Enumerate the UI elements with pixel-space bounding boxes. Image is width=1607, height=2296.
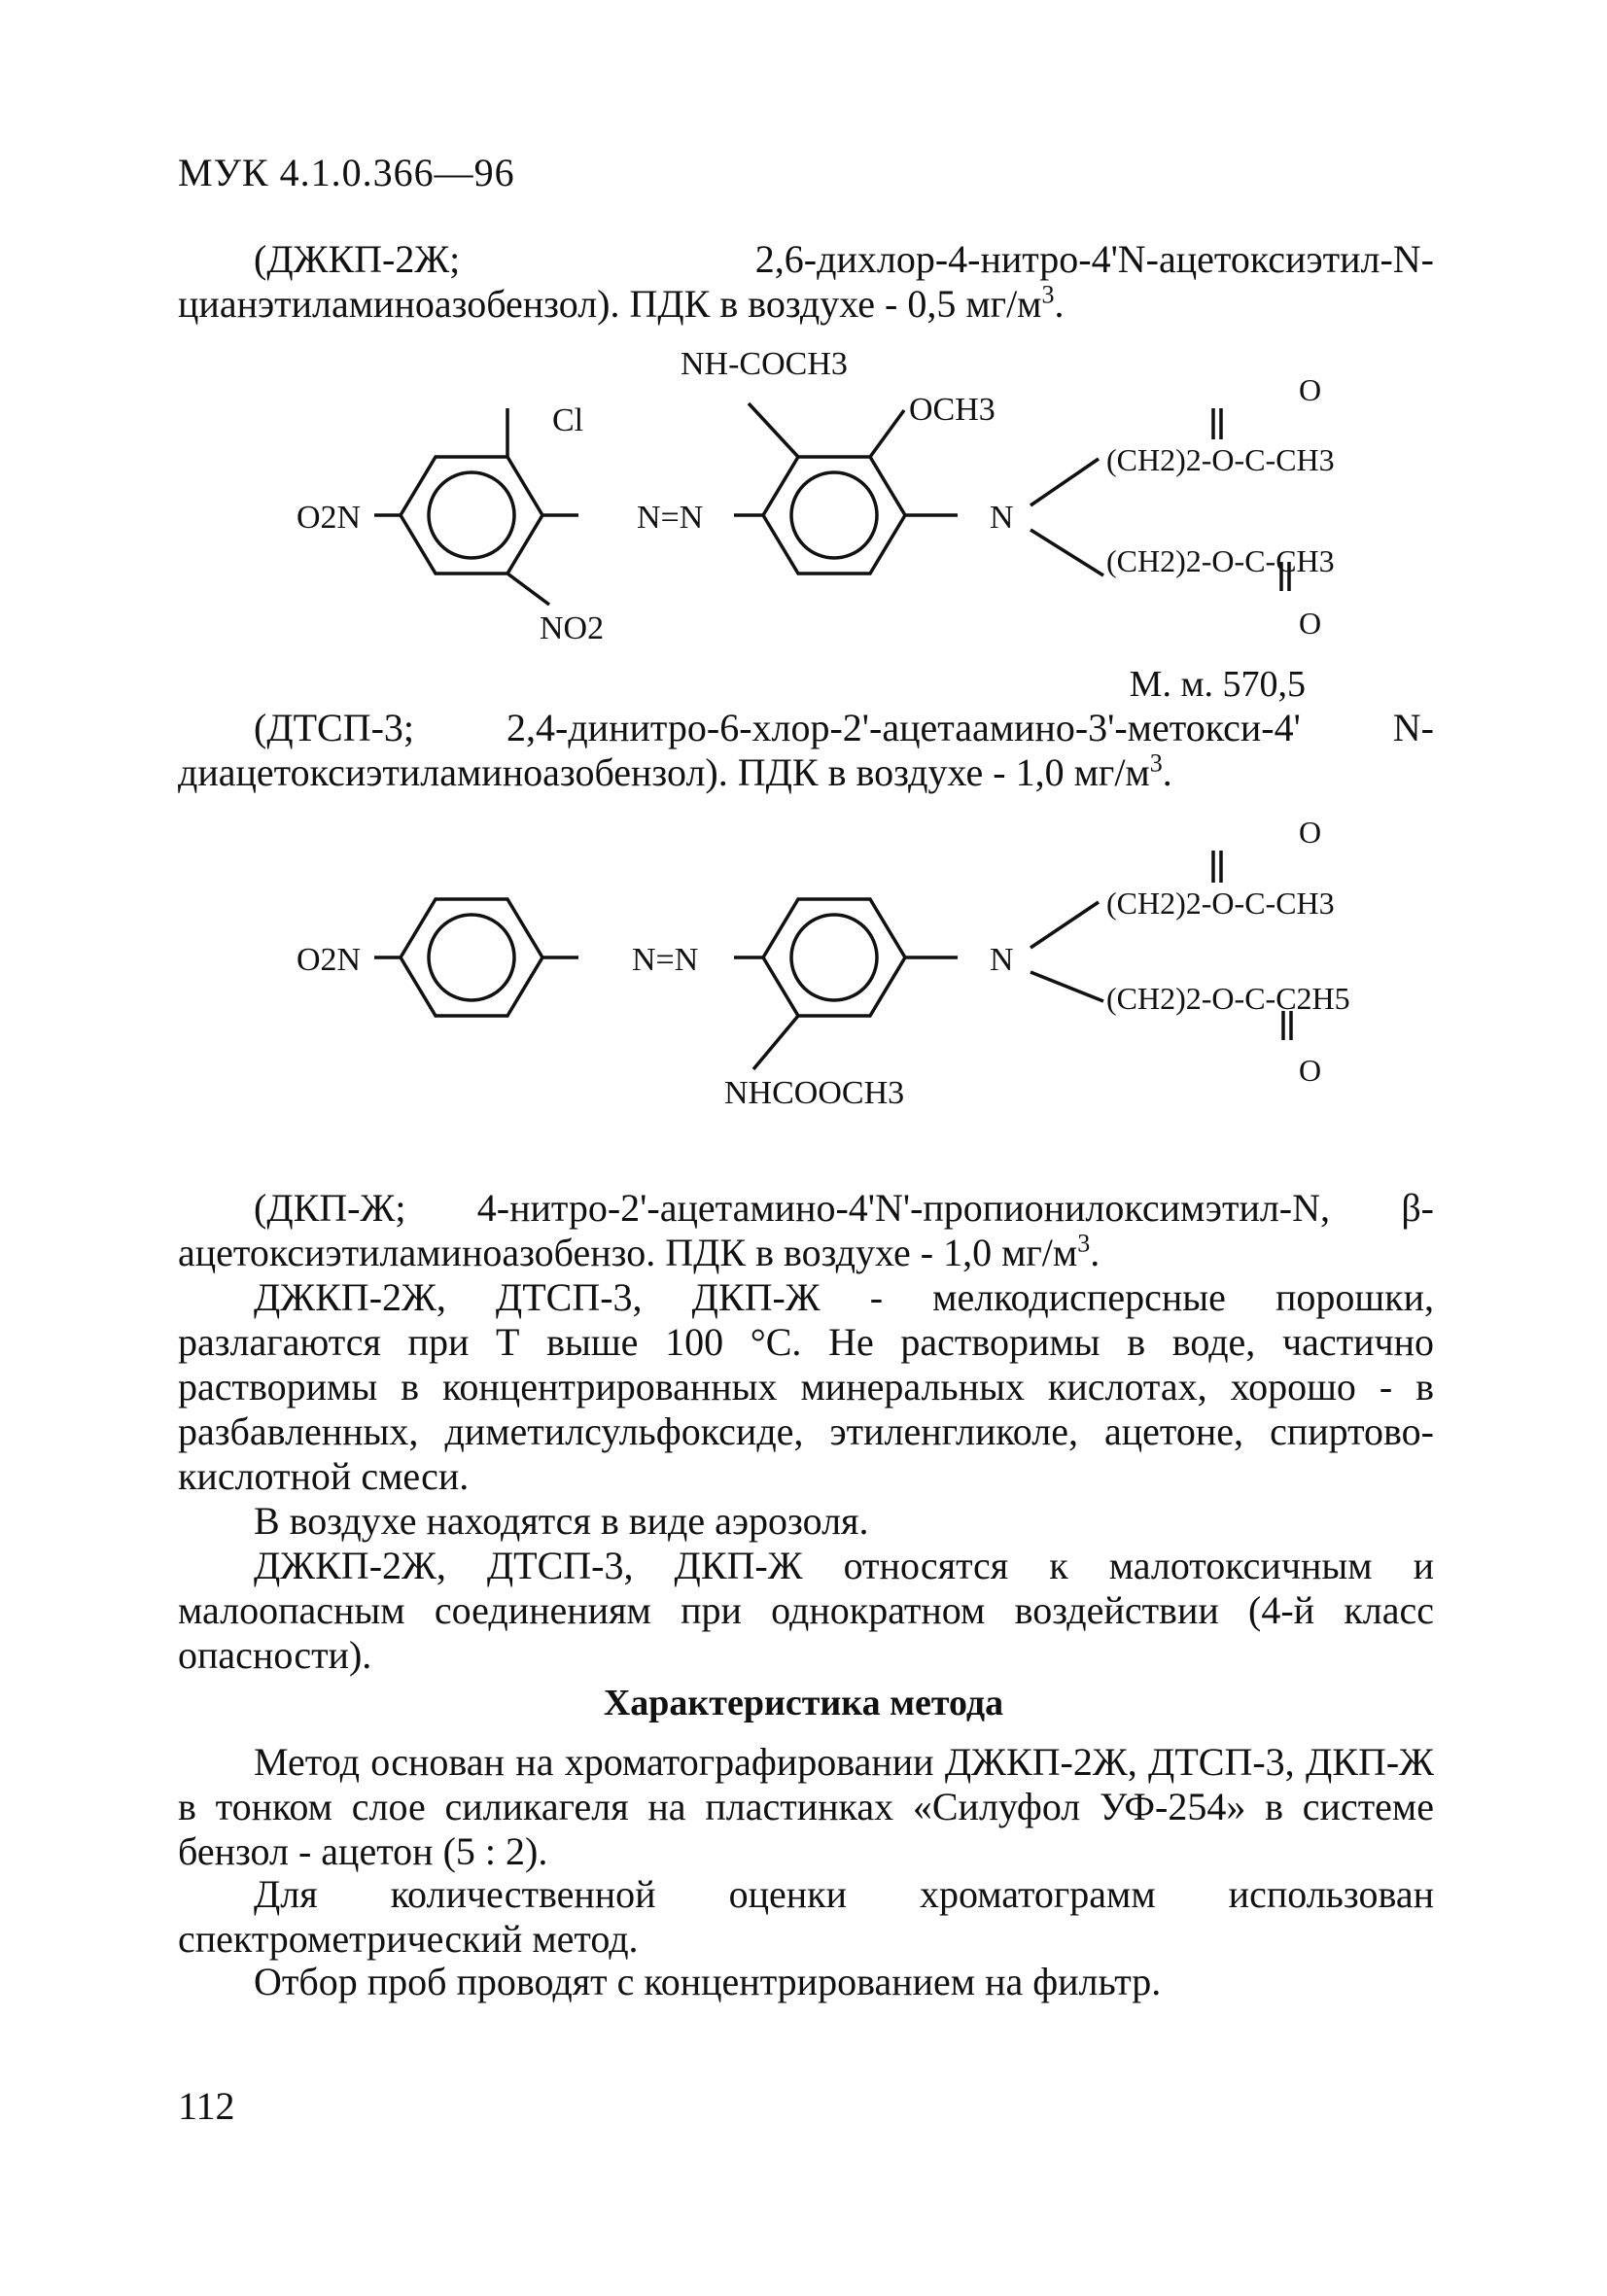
paragraph-properties: ДЖКП-2Ж, ДТСП-3, ДКП-Ж - мелкодисперсные порошки, разлагаются при Т выше 100 °С. Не растворимы в воде, частично растворимы в концентрированных минеральных кислотах, хорошо - в разбавленных, диметилсульфоксиде, этиленгликоле, ацетоне, спиртово-кислотной смеси. — [178, 1275, 1434, 1498]
nhcooch3-label: NHCOOCH3 — [724, 1075, 905, 1111]
chain-top-label: (CH2)2-O-C-CH3 — [1106, 442, 1335, 477]
azo-label: N=N — [637, 500, 704, 536]
chain-bottom-label: (CH2)2-O-C-C2H5 — [1106, 981, 1350, 1016]
structural-formula-djkp — [0, 350, 1607, 651]
paragraph-toxicity: ДЖКП-2Ж, ДТСП-3, ДКП-Ж относятся к малотоксичным и малоопасным соединениям при однократном воздействии (4-й класс опасности). — [178, 1544, 1434, 1677]
carbonyl-o-top-label: O — [1299, 815, 1322, 850]
nhcoch3-label: NH-COCH3 — [681, 350, 848, 382]
och3-label: OCH3 — [909, 392, 996, 428]
amine-n-label: N — [990, 500, 1014, 536]
amine-n-label: N — [990, 942, 1014, 978]
chlorine-label: Cl — [552, 402, 584, 438]
section-title: Характеристика метода — [603, 1683, 1004, 1723]
doc-code: МУК 4.1.0.366—96 — [178, 151, 515, 194]
paragraph-dtsp: (ДТСП-3; 2,4-динитро-6-хлор-2'-ацетаамино-3'-метокси-4' N-диацетоксиэтиламиноазобензол). ПДК в воздухе - 1,0 $мг/м^3$. — [178, 706, 1434, 794]
azo-label: N=N — [632, 942, 699, 978]
paragraph-quantitative: Для количественной оценки хроматограмм использован спектрометрический метод. — [178, 1872, 1434, 1961]
paragraph-aerosol: В воздухе находятся в виде аэрозоля. — [254, 1499, 869, 1543]
paragraph-method: Метод основан на хроматографировании ДЖКП-2Ж, ДТСП-3, ДКП-Ж в тонком слое силикагеля на пластинках «Силуфол УФ-254» в системе бензол - ацетон (5 : 2). — [178, 1740, 1434, 1873]
carbonyl-o-bottom-label: O — [1299, 1053, 1322, 1088]
structural-formula-dtsp — [0, 807, 1607, 1118]
carbonyl-o-top-label: O — [1299, 372, 1322, 407]
o2n-label: O2N — [297, 500, 362, 536]
carbonyl-o-bottom-label: O — [1299, 606, 1322, 641]
paragraph-dkp: (ДКП-Ж; 4-нитро-2'-ацетамино-4'N'-пропионилоксимэтил-N, β-ацетоксиэтиламиноазобензо. ПДК в воздухе - 1,0 $мг/м^3$. — [178, 1186, 1434, 1274]
no2-label: NO2 — [540, 610, 605, 646]
molecular-mass-1: М. м. 570,5 — [1129, 664, 1306, 705]
paragraph-sampling: Отбор проб проводят с концентрированием на фильтр. — [254, 1960, 1162, 2003]
page-number: 112 — [178, 2084, 235, 2128]
o2n-label: O2N — [297, 942, 362, 978]
chain-bottom-label: (CH2)2-O-C-CH3 — [1106, 543, 1335, 578]
chain-top-label: (CH2)2-O-C-CH3 — [1106, 886, 1335, 921]
paragraph-djkp: (ДЖКП-2Ж; 2,6-дихлор-4-нитро-4'N-ацетоксиэтил-N-цианэтиламиноазобензол). ПДК в воздухе - 0,5 $мг/м^3$. — [178, 237, 1434, 326]
